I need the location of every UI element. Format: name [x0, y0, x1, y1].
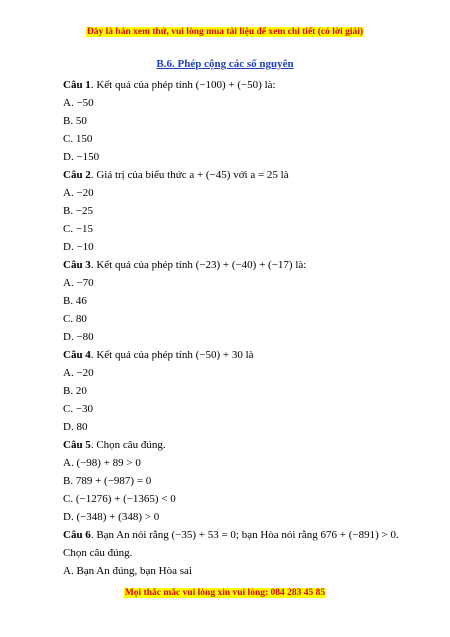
question-number: Câu 4 — [63, 349, 91, 361]
option-1c: C. 150 — [63, 133, 93, 145]
option-1a: A. −50 — [63, 97, 94, 109]
question-number: Câu 3 — [63, 259, 91, 271]
question-text: . Kết quả của phép tính (−100) + (−50) là: — [90, 79, 276, 91]
question-number: Câu 6 — [63, 529, 91, 541]
option-3a: A. −70 — [63, 277, 94, 289]
option-2a: A. −20 — [63, 187, 94, 199]
option-2b: B. −25 — [63, 205, 94, 217]
question-text: . Chọn câu đúng. — [90, 439, 166, 451]
option-4b: B. 20 — [63, 385, 87, 397]
option-5a: A. (−98) + 89 > 0 — [63, 457, 141, 469]
option-4c: C. −30 — [63, 403, 94, 415]
question-text: . Kết quả của phép tính (−50) + 30 là — [90, 349, 254, 361]
question-1 — [63, 76, 443, 94]
option-3c: C. 80 — [63, 313, 87, 325]
option-1b: B. 50 — [63, 115, 87, 127]
question-text: . Giá trị của biểu thức a + (−45) với a = 25 là — [90, 169, 289, 181]
option-6a: A. Bạn An đúng, bạn Hòa sai — [63, 565, 192, 577]
question-6 — [63, 526, 443, 544]
question-number: Câu 1 — [63, 79, 91, 91]
option-2d: D. −10 — [63, 241, 94, 253]
question-5 — [63, 436, 443, 454]
question-list — [63, 76, 443, 580]
option-4a: A. −20 — [63, 367, 94, 379]
option-5d: D. (−348) + (348) > 0 — [63, 511, 160, 523]
option-4d: D. 80 — [63, 421, 88, 433]
question-number: Câu 2 — [63, 169, 91, 181]
question-4 — [63, 346, 443, 364]
section-title: B.6. Phép cộng các số nguyên — [156, 58, 294, 70]
preview-notice-banner — [0, 26, 450, 38]
preview-notice-text: Đây là bản xem thử, vui lòng mua tài liệu để xem chi tiết (có lời giải) — [86, 27, 364, 37]
contact-notice-text: Mọi thắc mắc vui lòng xin vui lòng: 084 283 45 85 — [124, 588, 326, 598]
option-1d: D. −150 — [63, 151, 100, 163]
question-3 — [63, 256, 443, 274]
option-3d: D. −80 — [63, 331, 94, 343]
question-number: Câu 5 — [63, 439, 91, 451]
question-text: . Kết quả của phép tính (−23) + (−40) + (−17) là: — [90, 259, 307, 271]
option-2c: C. −15 — [63, 223, 94, 235]
question-6-continuation: Chọn câu đúng. — [63, 547, 133, 559]
option-3b: B. 46 — [63, 295, 87, 307]
option-5c: C. (−1276) + (−1365) < 0 — [63, 493, 176, 505]
contact-notice-banner — [0, 587, 450, 599]
question-text: . Bạn An nói rằng (−35) + 53 = 0; bạn Hòa nói rằng 676 + (−891) > 0. — [90, 529, 399, 541]
question-2 — [63, 166, 443, 184]
option-5b: B. 789 + (−987) = 0 — [63, 475, 152, 487]
